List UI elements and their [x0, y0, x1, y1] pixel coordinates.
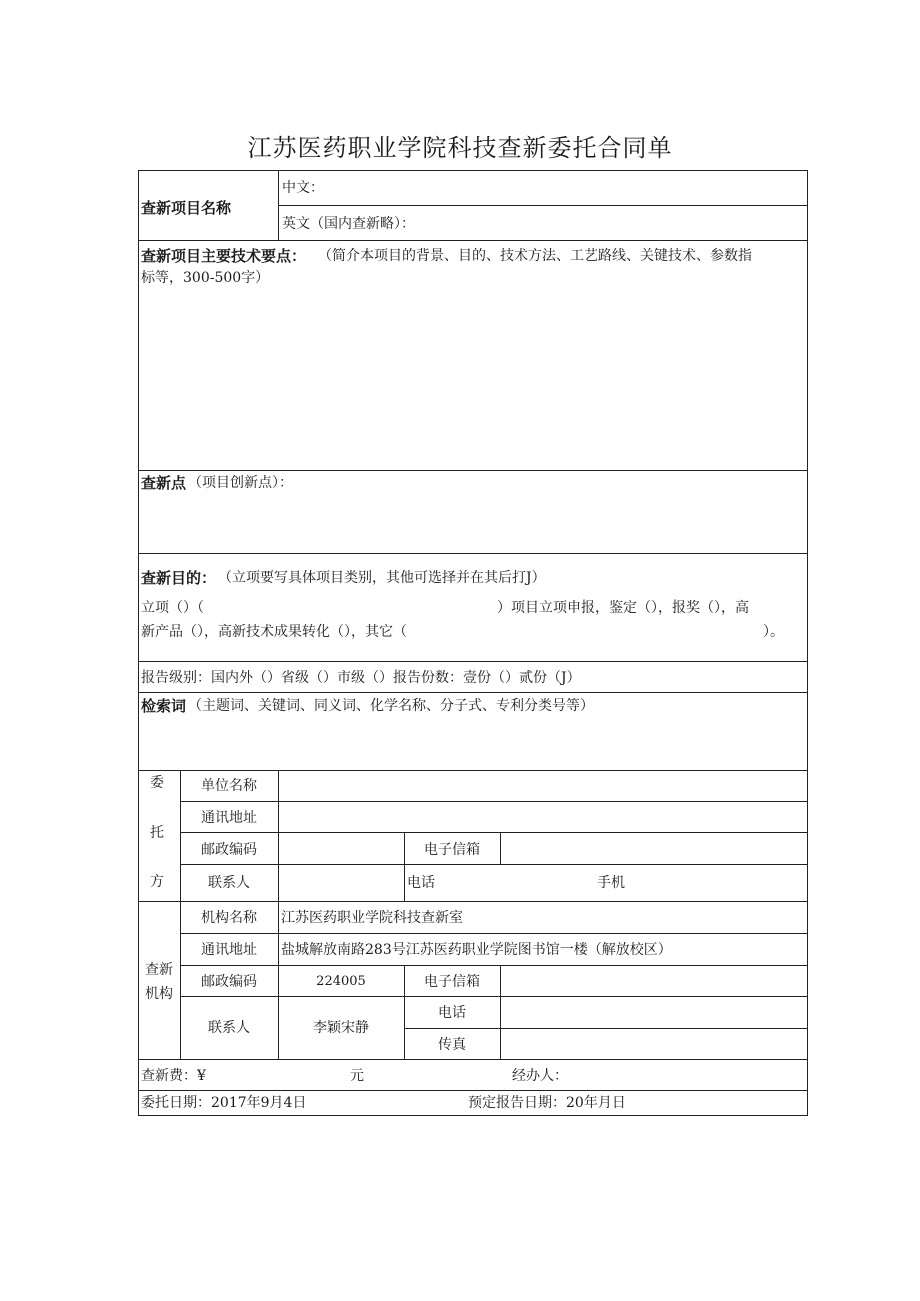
novelty-label: 查新点	[141, 474, 187, 492]
purpose-line-other[interactable]: 新产品（），高新技术成果转化（），其它（	[141, 624, 407, 640]
client-side-char: 托	[150, 825, 164, 841]
client-side-char: 方	[150, 874, 164, 890]
row-divider	[180, 965, 808, 966]
agency-side-label: 机构	[145, 986, 173, 1002]
client-postcode-field[interactable]	[280, 834, 402, 863]
column-divider	[278, 170, 279, 240]
client-contact-label: 联系人	[208, 875, 250, 891]
column-divider	[278, 770, 279, 901]
row-divider	[180, 801, 808, 802]
handler-field[interactable]	[570, 1062, 800, 1088]
client-address-label: 通讯地址	[201, 810, 257, 826]
row-divider	[180, 864, 808, 865]
handler-label: 经办人：	[512, 1068, 568, 1084]
row-divider	[278, 205, 808, 206]
novelty-input-area[interactable]	[140, 496, 806, 551]
commission-date: 委托日期：2017年9月4日	[141, 1095, 307, 1111]
tech-points-label: 查新项目主要技术要点：	[141, 247, 307, 265]
row-divider	[180, 933, 808, 934]
client-contact-field[interactable]	[280, 866, 402, 900]
agency-org-label: 机构名称	[201, 910, 257, 926]
fee-amount-field[interactable]	[214, 1062, 344, 1088]
row-divider	[138, 553, 808, 554]
agency-phone-label: 电话	[438, 1005, 466, 1021]
client-phone-label: 电话	[407, 875, 435, 891]
row-divider	[138, 1059, 808, 1060]
row-divider	[138, 240, 808, 241]
row-divider	[138, 901, 808, 902]
keywords-input-area[interactable]	[140, 718, 806, 768]
tech-points-note-cont: 标等，300-500字）	[141, 270, 270, 286]
fee-unit: 元	[350, 1068, 364, 1084]
project-name-label: 查新项目名称	[141, 199, 232, 217]
novelty-note: （项目创新点）：	[188, 475, 293, 491]
agency-email-label: 电子信箱	[424, 974, 480, 990]
document-title: 江苏医药职业学院科技查新委托合同单	[247, 134, 673, 162]
purpose-line-approval-options[interactable]: ）项目立项申报，鉴定（），报奖（），高	[497, 600, 749, 616]
client-mobile-label: 手机	[597, 875, 625, 891]
agency-fax-label: 传真	[438, 1037, 466, 1053]
agency-side-label: 查新	[145, 962, 173, 978]
tech-points-input-area[interactable]	[140, 292, 806, 468]
fee-label: 查新费：¥	[141, 1068, 206, 1084]
client-address-field[interactable]	[280, 803, 806, 831]
purpose-line-approval[interactable]: 立项（）（	[141, 600, 204, 616]
agency-address-label: 通讯地址	[201, 942, 257, 958]
tech-points-note: （简介本项目的背景、目的、技术方法、工艺路线、关键技术、参数指	[318, 248, 752, 264]
row-divider	[404, 1028, 808, 1029]
row-divider	[138, 1090, 808, 1091]
client-side-char: 委	[150, 775, 164, 791]
client-unit-name-label: 单位名称	[201, 778, 257, 794]
client-unit-name-field[interactable]	[280, 772, 806, 800]
row-divider	[138, 661, 808, 662]
agency-address-value: 盐城解放南路283号江苏医药职业学院图书馆一楼（解放校区）	[281, 942, 672, 958]
keywords-label: 检索词	[141, 697, 187, 715]
row-divider	[180, 996, 808, 997]
report-level-row[interactable]: 报告级别：国内外（）省级（）市级（）报告份数：壹份（）贰份（J）	[141, 670, 581, 686]
agency-org-value: 江苏医药职业学院科技查新室	[281, 910, 463, 926]
project-name-english-field[interactable]: 英文（国内查新略）：	[282, 216, 415, 232]
column-divider	[500, 965, 501, 1059]
client-email-field[interactable]	[502, 834, 806, 863]
keywords-note: （主题词、关键词、同义词、化学名称、分子式、专利分类号等）	[188, 698, 594, 714]
row-divider	[138, 770, 808, 771]
purpose-note: （立项要写具体项目类别，其他可选择并在其后打J）	[218, 570, 546, 586]
row-divider	[180, 832, 808, 833]
project-name-chinese-field[interactable]: 中文：	[282, 180, 324, 196]
agency-postcode-value: 224005	[316, 974, 366, 989]
column-divider	[500, 832, 501, 864]
agency-contact-label: 联系人	[208, 1020, 250, 1036]
report-due-date: 预定报告日期：20年月日	[468, 1095, 626, 1111]
client-email-label: 电子信箱	[424, 842, 480, 858]
agency-contact-value: 李颖宋静	[313, 1020, 369, 1036]
purpose-label: 查新目的：	[141, 569, 217, 587]
purpose-line-other-end: ）。	[763, 624, 784, 640]
row-divider	[138, 692, 808, 693]
client-postcode-label: 邮政编码	[201, 842, 257, 858]
agency-postcode-label: 邮政编码	[201, 974, 257, 990]
row-divider	[138, 470, 808, 471]
